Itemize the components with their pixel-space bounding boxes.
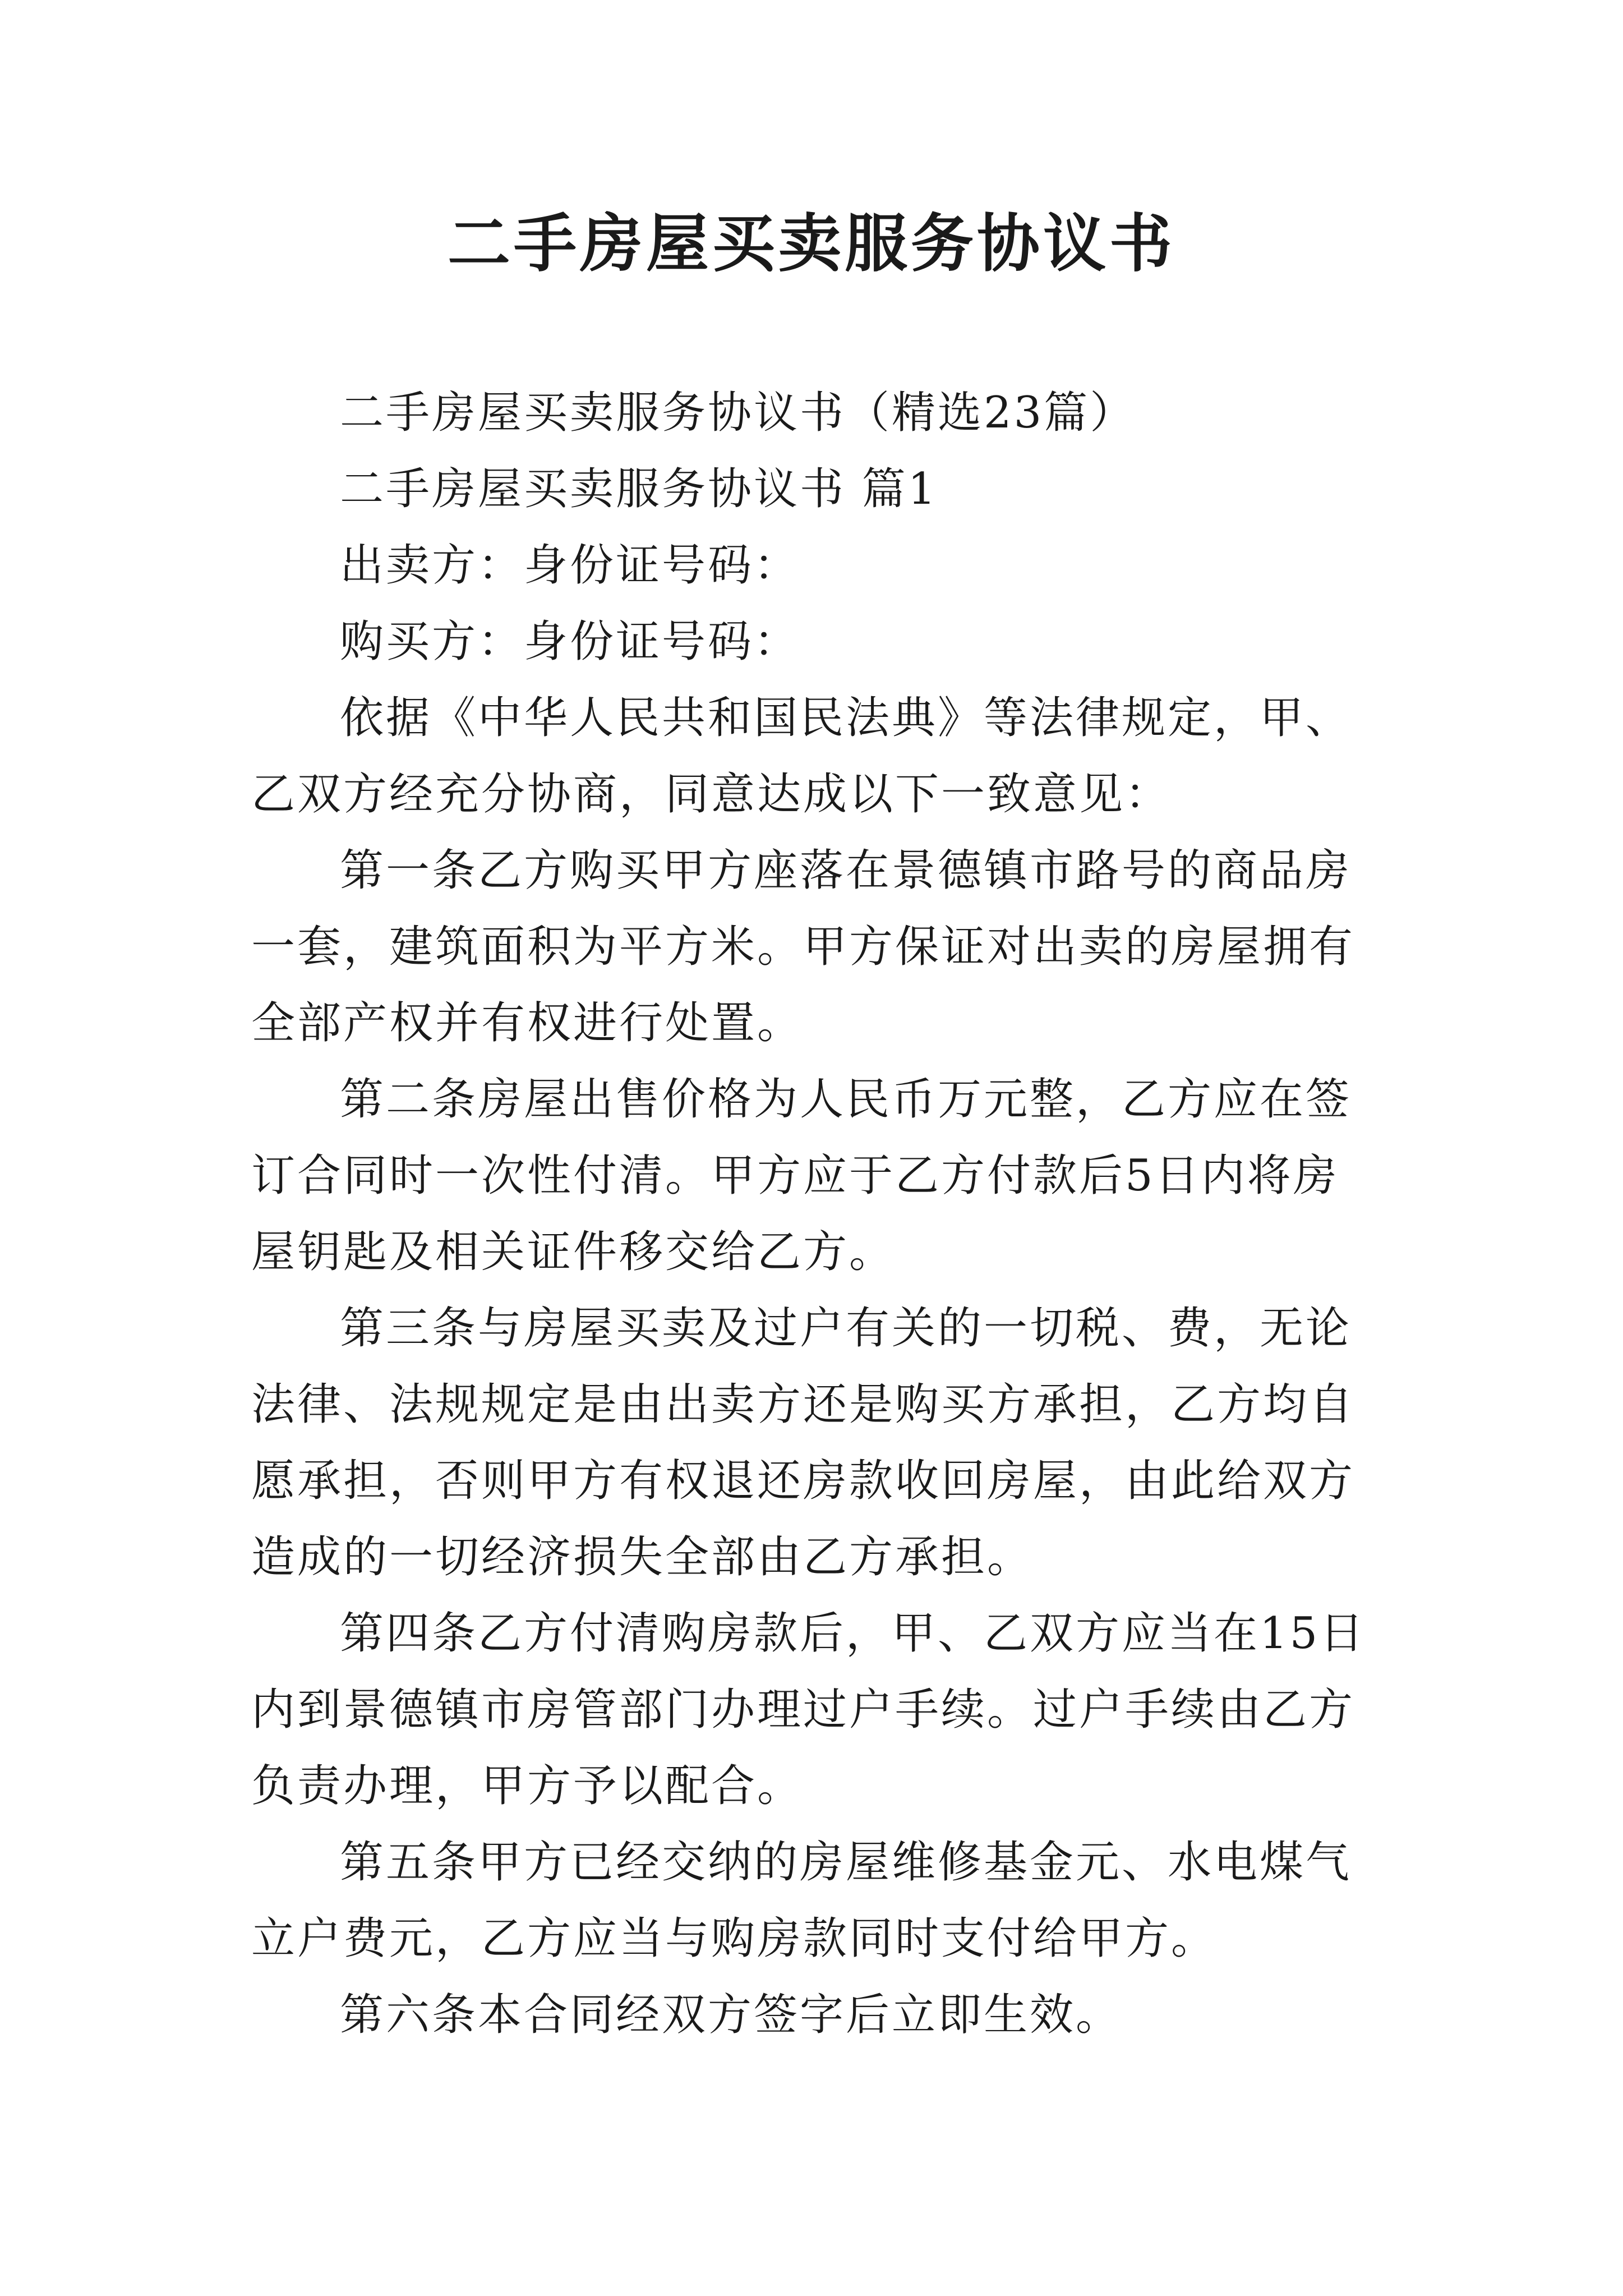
paragraph-preamble: 依据《中华人民共和国民法典》等法律规定，甲、乙双方经充分协商，同意达成以下一致意见： — [251, 693, 1352, 820]
paragraph-seller: 出卖方：身份证号码： — [340, 540, 800, 591]
paragraph-section-heading: 二手房屋买卖服务协议书 篇1 — [340, 464, 938, 514]
paragraph-article-4: 第四条乙方付清购房款后，甲、乙双方应当在15日内到景德镇市房管部门办理过户手续。过户手续由乙方负责办理，甲方予以配合。 — [251, 1608, 1366, 1811]
paragraph-article-5: 第五条甲方已经交纳的房屋维修基金元、水电煤气立户费元，乙方应当与购房款同时支付给甲方。 — [251, 1837, 1352, 1964]
paragraph-subtitle: 二手房屋买卖服务协议书（精选23篇） — [340, 388, 1136, 438]
paragraph-article-6: 第六条本合同经双方签字后立即生效。 — [340, 1990, 1122, 2040]
document-body — [251, 375, 1384, 2053]
paragraph-buyer: 购买方：身份证号码： — [340, 616, 800, 667]
paragraph-article-1: 第一条乙方购买甲方座落在景德镇市路号的商品房一套，建筑面积为平方米。甲方保证对出卖的房屋拥有全部产权并有权进行处置。 — [251, 845, 1355, 1048]
paragraph-article-2: 第二条房屋出售价格为人民币万元整，乙方应在签订合同时一次性付清。甲方应于乙方付款后5日内将房屋钥匙及相关证件移交给乙方。 — [251, 1074, 1352, 1277]
paragraph-article-3: 第三条与房屋买卖及过户有关的一切税、费，无论法律、法规规定是由出卖方还是购买方承担，乙方均自愿承担，否则甲方有权退还房款收回房屋，由此给双方造成的一切经济损失全部由乙方承担。 — [251, 1303, 1355, 1582]
document-title: 二手房屋买卖服务协议书 — [448, 207, 1175, 280]
